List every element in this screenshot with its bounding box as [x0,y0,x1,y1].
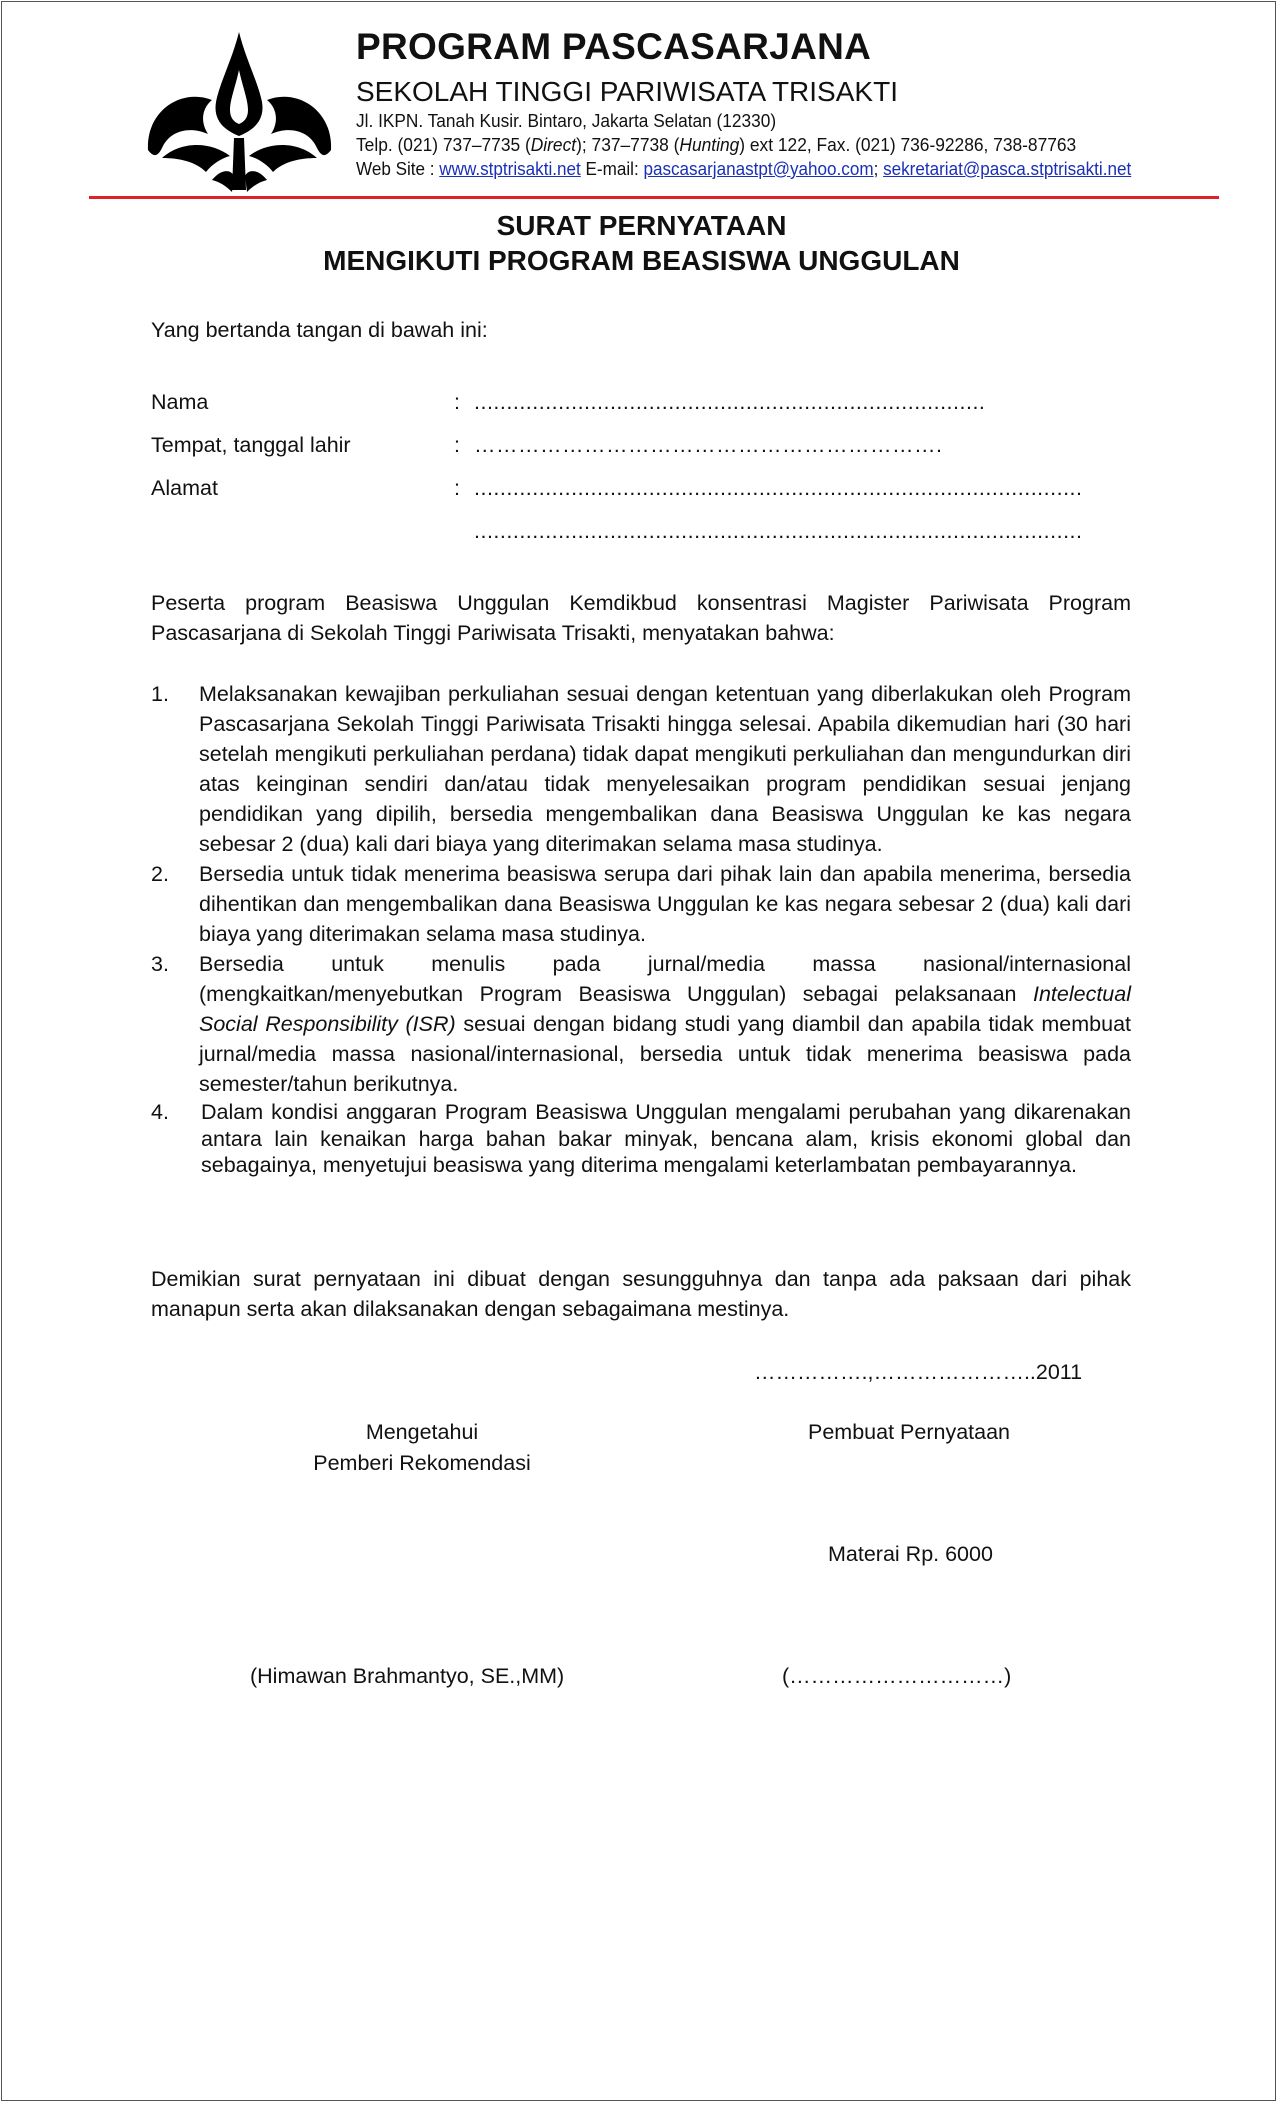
list-item-text-part: sesuai dengan bidang studi yang diambil dan apabila tidak membuat jurnal/media massa nasional/internasional, bersedia untuk tidak menerima beasiswa pada semester/tahun berikutnya. [199,1012,1132,1096]
stamp-duty-note: Materai Rp. 6000 [828,1542,993,1566]
phone-direct: Direct [530,134,577,155]
document-subtitle: MENGIKUTI PROGRAM BEASISWA UNGGULAN [323,245,960,276]
header-divider [89,196,1219,199]
ttl-label: Tempat, tanggal lahir [151,433,351,457]
nama-colon: : [454,390,460,414]
nama-fill-line: ............................................................................... [474,390,986,414]
institution-address: Jl. IKPN. Tanah Kusir. Bintaro, Jakarta Selatan (12330) [356,110,777,131]
left-signature-line1: Mengetahui [365,1420,479,1444]
list-item [151,1099,1131,1179]
email-separator: ; [873,158,884,179]
alamat-fill-line-1: .............................................................................................. [474,476,1083,500]
phone-prefix: Telp. (021) 737–7735 ( [356,134,531,155]
left-signatory-name: (Himawan Brahmantyo, SE.,MM) [250,1664,565,1688]
document-title: SURAT PERNYATAAN [496,210,787,241]
ttl-fill-line: ………………………………………………………. [474,433,943,457]
alamat-colon: : [454,476,460,500]
list-item-text [199,952,1131,1096]
email-link-1[interactable]: pascasarjanastpt@yahoo.com [643,158,874,179]
list-item-number: 2. [151,862,169,886]
list-item-number: 3. [151,952,169,976]
right-signature-line1: Pembuat Pernyataan [808,1420,1010,1444]
phone-hunting: Hunting [679,134,740,155]
document-page [1,1,1276,2101]
right-signatory-name: (…………………………) [782,1664,1012,1688]
list-item [151,949,1131,1099]
nama-label: Nama [151,390,209,414]
website-label: Web Site : [356,158,440,179]
list-item [151,679,1131,859]
list-item [151,859,1131,949]
website-link[interactable]: www.stptrisakti.net [439,158,581,179]
phone-mid: ); 737–7738 ( [576,134,680,155]
ttl-colon: : [454,433,460,457]
institution-phone [356,134,1076,156]
list-item-number: 4. [151,1100,169,1124]
date-line: …………….,…………………..2011 [754,1360,1083,1384]
email-label: E-mail: [580,158,644,179]
intro-text: Yang bertanda tangan di bawah ini: [151,318,488,342]
list-item-text: Bersedia untuk tidak menerima beasiswa serupa dari pihak lain dan apabila menerima, bersedia dihentikan dan mengembalikan dana Beasiswa Unggulan ke kas negara sebesar 2 (dua) kali dari biaya yang diterimakan selama masa studinya. [199,862,1131,946]
list-item-text: Dalam kondisi anggaran Program Beasiswa Unggulan mengalami perubahan yang dikarenakan antara lain kenaikan harga bahan bakar minyak, bencana alam, krisis ekonomi global dan sebagainya, menyetujui beasiswa yang diterima mengalami keterlambatan pembayarannya. [201,1100,1131,1177]
list-item-text: Melaksanakan kewajiban perkuliahan sesuai dengan ketentuan yang diberlakukan oleh Program Pascasarjana Sekolah Tinggi Pariwisata Trisakti hingga selesai. Apabila dikemudian hari (30 hari setelah mengikuti perkuliahan perdana) tidak dapat mengikuti perkuliahan dan mengundurkan diri atas keinginan sendiri dan/atau tidak menyelesaikan program pendidikan sesuai jenjang pendidikan yang dipilih, bersedia mengembalikan dana Beasiswa Unggulan ke kas negara sebesar 2 (dua) kali dari biaya yang diterimakan selama masa studinya. [199,682,1131,856]
stp-trisakti-logo [142,30,337,195]
left-signature-line2: Pemberi Rekomendasi [313,1451,531,1475]
email-link-2[interactable]: sekretariat@pasca.stptrisakti.net [883,158,1132,179]
statement-paragraph: Peserta program Beasiswa Unggulan Kemdikbud konsentrasi Magister Pariwisata Program Pascasarjana di Sekolah Tinggi Pariwisata Trisakti, menyatakan bahwa: [151,591,1131,645]
institution-program-title: PROGRAM PASCASARJANA [356,26,872,67]
institution-name: SEKOLAH TINGGI PARIWISATA TRISAKTI [356,76,898,107]
institution-web-contacts [356,158,1131,180]
list-item-text-part: Bersedia untuk menulis pada jurnal/media massa nasional/internasional (mengkaitkan/menyebutkan Program Beasiswa Unggulan) sebagai pelaksanaan [199,952,1131,1006]
alamat-fill-line-2: .............................................................................................. [474,519,1083,543]
list-item-text-italic: Intelectual Social Responsibility (ISR) [199,982,1131,1036]
statement-list [151,679,1131,1179]
phone-suffix: ) ext 122, Fax. (021) 736-92286, 738-87763 [739,134,1077,155]
closing-paragraph: Demikian surat pernyataan ini dibuat dengan sesungguhnya dan tanpa ada paksaan dari pihak manapun serta akan dilaksanakan dengan sebagaimana mestinya. [151,1267,1131,1321]
list-item-number: 1. [151,682,169,706]
alamat-label: Alamat [151,476,218,500]
